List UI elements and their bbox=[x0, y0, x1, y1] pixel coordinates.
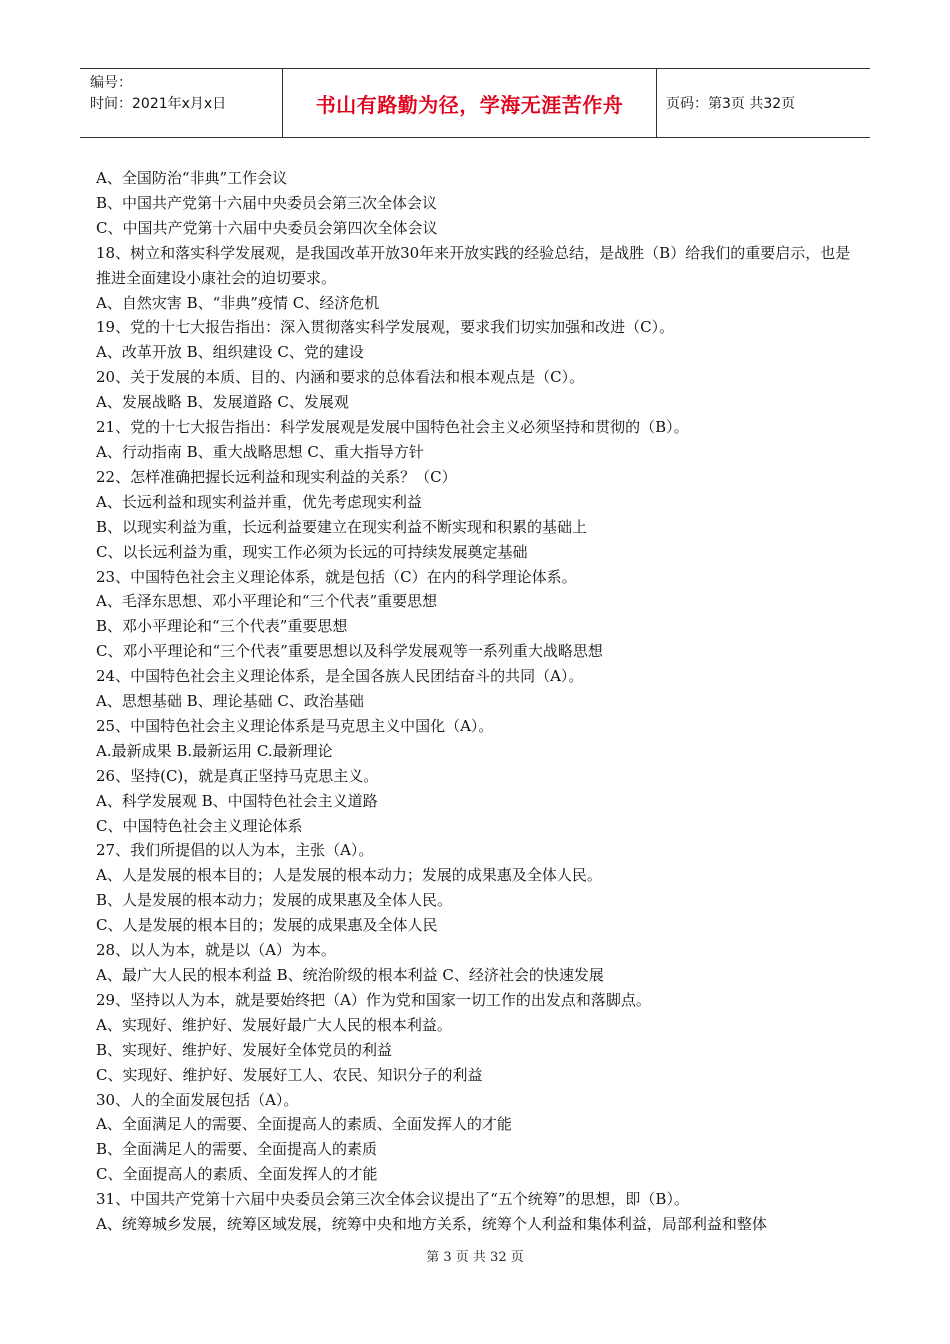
text-line: A、实现好、维护好、发展好最广大人民的根本利益。 bbox=[96, 1015, 452, 1034]
question-18: 18、树立和落实科学发展观，是我国改革开放30年来开放实践的经验总结，是战胜（B）给我们的重要启示，也是推进全面建设小康社会的迫切要求。 bbox=[96, 243, 851, 287]
question-19: 19、党的十七大报告指出：深入贯彻落实科学发展观，要求我们切实加强和改进（C）。 bbox=[96, 318, 675, 337]
header-page-info: 页码：第3页 共32页 bbox=[666, 96, 796, 112]
text-line: B、以现实利益为重，长远利益要建立在现实利益不断实现和积累的基础上 bbox=[96, 517, 588, 536]
header-motto: 书山有路勤为径，学海无涯苦作舟 bbox=[315, 92, 624, 117]
question-21: 21、党的十七大报告指出：科学发展观是发展中国特色社会主义必须坚持和贯彻的（B）。 bbox=[96, 418, 689, 437]
header-left-cell bbox=[80, 69, 283, 137]
document-date: 时间：2021年x月x日 bbox=[90, 96, 227, 112]
text-line: B、邓小平理论和“三个代表”重要思想 bbox=[96, 617, 348, 636]
question-25: 25、中国特色社会主义理论体系是马克思主义中国化（A）。 bbox=[96, 716, 494, 735]
text-line: A、全国防治“非典”工作会议 bbox=[96, 169, 288, 187]
text-line: A、最广大人民的根本利益 B、统治阶级的根本利益 C、经济社会的快速发展 bbox=[96, 966, 604, 984]
text-line: A.最新成果 B.最新运用 C.最新理论 bbox=[96, 741, 333, 760]
question-23: 23、中国特色社会主义理论体系，就是包括（C）在内的科学理论体系。 bbox=[96, 567, 577, 586]
page-footer: 第 3 页 共 32 页 bbox=[426, 1250, 524, 1265]
document-number-label: 编号： bbox=[90, 75, 132, 91]
document-body bbox=[96, 166, 858, 1237]
question-28: 28、以人为本，就是以（A）为本。 bbox=[96, 941, 336, 960]
text-line: A、思想基础 B、理论基础 C、政治基础 bbox=[96, 692, 364, 711]
text-line: C、以长远利益为重，现实工作必须为长远的可持续发展奠定基础 bbox=[96, 542, 528, 561]
question-27: 27、我们所提倡的以人为本，主张（A）。 bbox=[96, 841, 374, 860]
question-22: 22、怎样准确把握长远利益和现实利益的关系？（C） bbox=[96, 467, 457, 486]
text-line: A、改革开放 B、组织建设 C、党的建设 bbox=[96, 343, 364, 362]
text-line: A、科学发展观 B、中国特色社会主义道路 bbox=[96, 791, 378, 810]
header-page-cell bbox=[657, 69, 870, 137]
text-line: C、人是发展的根本目的；发展的成果惠及全体人民 bbox=[96, 916, 438, 935]
text-line: C、中国共产党第十六届中央委员会第四次全体会议 bbox=[96, 218, 438, 237]
question-31: 31、中国共产党第十六届中央委员会第三次全体会议提出了“五个统筹”的思想，即（B）。 bbox=[96, 1190, 689, 1209]
text-line: C、实现好、维护好、发展好工人、农民、知识分子的利益 bbox=[96, 1065, 483, 1084]
page-header bbox=[80, 68, 870, 138]
text-line: C、全面提高人的素质、全面发挥人的才能 bbox=[96, 1165, 378, 1184]
text-line: A、自然灾害 B、“非典”疫情 C、经济危机 bbox=[96, 293, 380, 312]
text-line: B、全面满足人的需要、全面提高人的素质 bbox=[96, 1140, 378, 1159]
text-line: C、中国特色社会主义理论体系 bbox=[96, 816, 303, 835]
text-line: A、统筹城乡发展，统筹区域发展，统筹中央和地方关系，统筹个人利益和集体利益，局部利益和整体 bbox=[96, 1215, 767, 1234]
text-line: B、人是发展的根本动力；发展的成果惠及全体人民。 bbox=[96, 891, 453, 910]
text-line: A、人是发展的根本目的；人是发展的根本动力；发展的成果惠及全体人民。 bbox=[96, 866, 602, 885]
question-29: 29、坚持以人为本，就是要始终把（A）作为党和国家一切工作的出发点和落脚点。 bbox=[96, 990, 651, 1009]
text-line: A、发展战略 B、发展道路 C、发展观 bbox=[96, 393, 349, 412]
text-line: A、全面满足人的需要、全面提高人的素质、全面发挥人的才能 bbox=[96, 1115, 512, 1134]
header-motto-cell bbox=[283, 69, 657, 137]
text-line: A、行动指南 B、重大战略思想 C、重大指导方针 bbox=[96, 442, 424, 461]
question-20: 20、关于发展的本质、目的、内涵和要求的总体看法和根本观点是（C）。 bbox=[96, 368, 585, 387]
question-26: 26、坚持(C)，就是真正坚持马克思主义。 bbox=[96, 766, 379, 785]
question-24: 24、中国特色社会主义理论体系，是全国各族人民团结奋斗的共同（A）。 bbox=[96, 667, 584, 686]
text-line: A、长远利益和现实利益并重，优先考虑现实利益 bbox=[96, 492, 422, 511]
text-line: C、邓小平理论和“三个代表”重要思想以及科学发展观等一系列重大战略思想 bbox=[96, 642, 603, 661]
text-line: A、毛泽东思想、邓小平理论和“三个代表”重要思想 bbox=[96, 592, 438, 611]
question-30: 30、人的全面发展包括（A）。 bbox=[96, 1090, 299, 1109]
text-line: B、中国共产党第十六届中央委员会第三次全体会议 bbox=[96, 193, 438, 212]
text-line: B、实现好、维护好、发展好全体党员的利益 bbox=[96, 1040, 393, 1059]
